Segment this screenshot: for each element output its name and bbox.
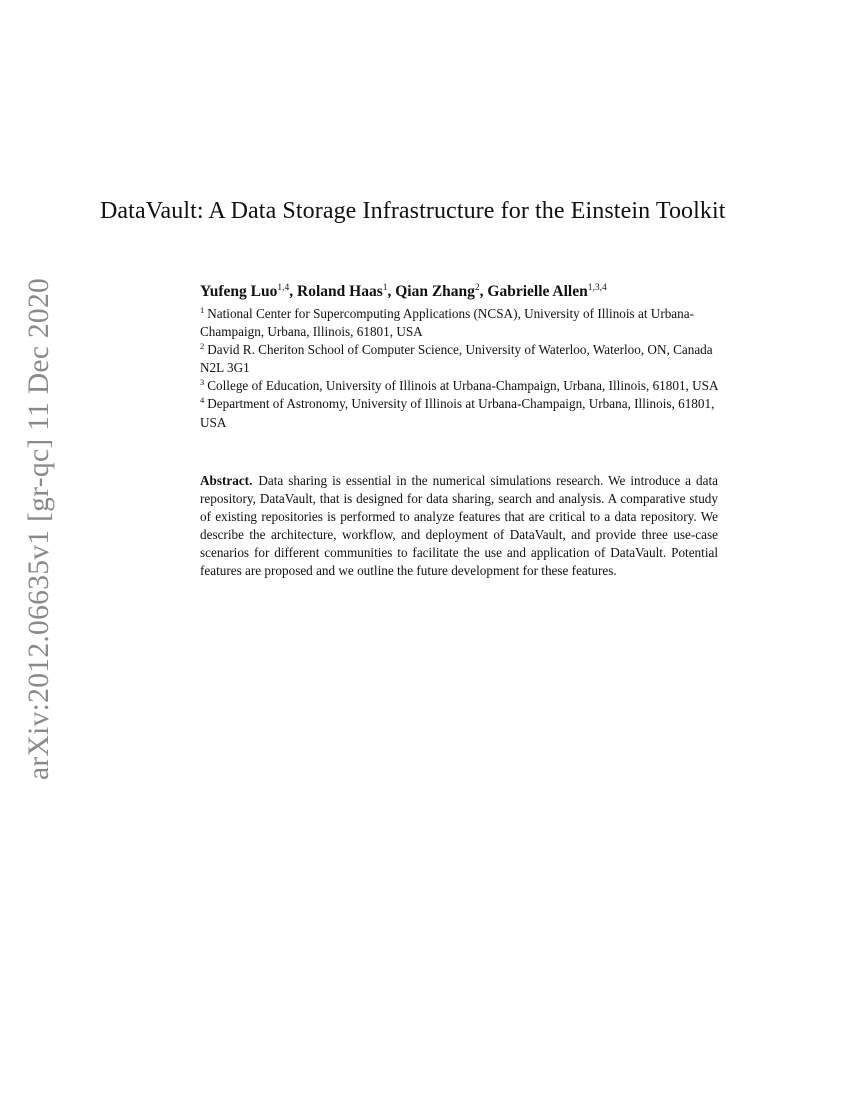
author-name: Qian Zhang — [395, 283, 475, 300]
affiliation — [200, 395, 720, 431]
abstract — [200, 472, 718, 581]
abstract-label: Abstract. — [200, 473, 253, 488]
affiliation — [200, 377, 720, 395]
author-name: Roland Haas — [297, 283, 383, 300]
author-list: Yufeng Luo$^{1,4}$, Roland Haas$^1$, Qian Zhang$^2$, Gabrielle Allen$^{1,3,4}$ — [200, 283, 607, 300]
affiliation-text: National Center for Supercomputing Applications (NCSA), University of Illinois at Urbana-Champaign, Urbana, Illinois, 61801, USA — [200, 306, 694, 340]
abstract-text: Data sharing is essential in the numerical simulations research. We introduce a data repository, DataVault, that is designed for data sharing, search and analysis. A comparative study of existing repositories is performed to analyze features that are critical to a data repository. We describe the architecture, workflow, and deployment of DataVault, and provide three use-case scenarios for different communities to facilitate the use and application of DataVault. Potential features are proposed and we outline the future development for these features. — [200, 473, 718, 579]
affiliation-list — [200, 305, 720, 432]
author-affiliation-marker: 1,4 — [277, 283, 290, 293]
author-affiliation-marker: 2 — [474, 283, 480, 293]
arxiv-identifier-stamp: arXiv:2012.06635v1 [gr-qc] 11 Dec 2020 — [23, 277, 55, 780]
affiliation — [200, 305, 720, 341]
affiliation-text: David R. Cheriton School of Computer Science, University of Waterloo, Waterloo, ON, Canada N2L 3G1 — [200, 342, 713, 376]
affiliation-number: 2 — [200, 341, 205, 352]
affiliation-text: Department of Astronomy, University of Illinois at Urbana-Champaign, Urbana, Illinois, 61801, USA — [200, 396, 715, 430]
author-affiliation-marker: 1 — [382, 283, 388, 293]
author-name: Yufeng Luo — [200, 283, 278, 300]
paper-title: DataVault: A Data Storage Infrastructure for the Einstein Toolkit — [100, 198, 726, 224]
author-affiliation-marker: 1,3,4 — [587, 283, 607, 293]
affiliation — [200, 341, 720, 377]
affiliation-number: 1 — [200, 305, 205, 315]
author-name: Gabrielle Allen — [487, 283, 588, 300]
affiliation-text: College of Education, University of Illinois at Urbana-Champaign, Urbana, Illinois, 61801, USA — [207, 378, 719, 394]
affiliation-number: 4 — [200, 395, 205, 406]
affiliation-number: 3 — [200, 377, 205, 388]
